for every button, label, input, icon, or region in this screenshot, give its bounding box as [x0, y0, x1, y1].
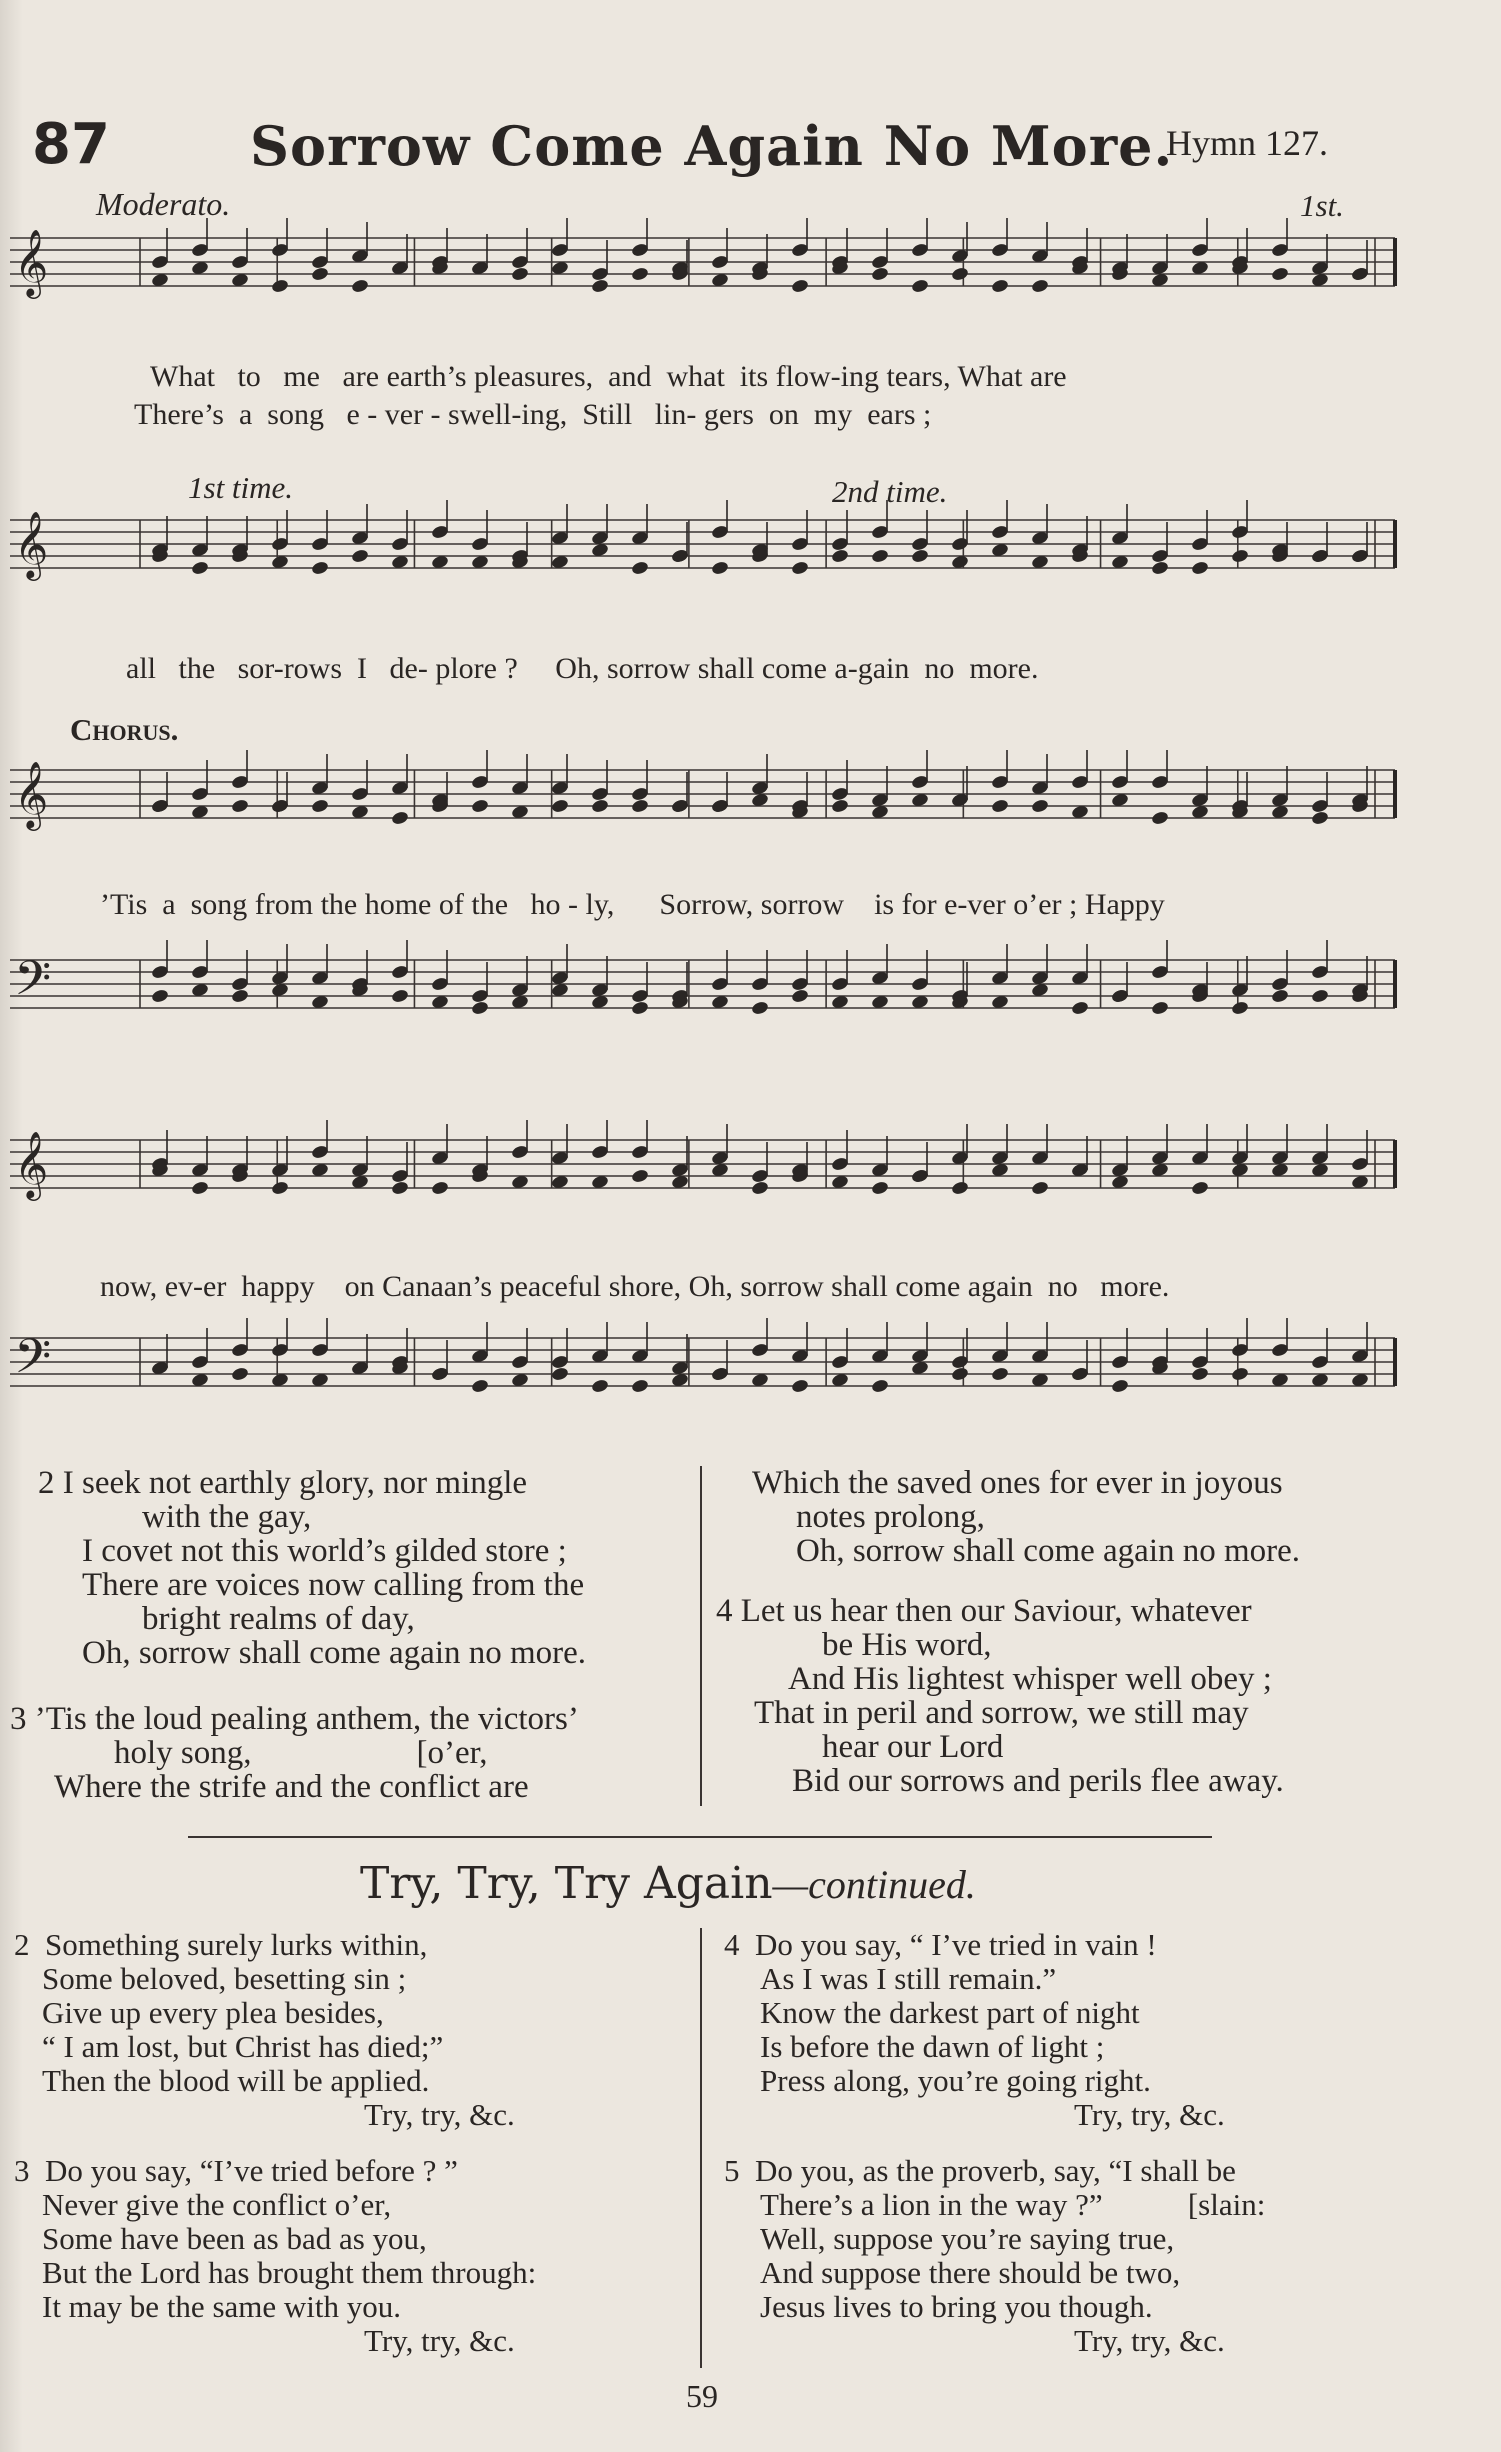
note-head: [1231, 548, 1250, 564]
note-head: [831, 798, 850, 814]
stanza-2-continued: [752, 1466, 1412, 1568]
note-head: [631, 1168, 650, 1184]
column-divider: [700, 1466, 702, 1806]
section-title-text: Try, Try, Try Again: [360, 1858, 773, 1909]
stanza-line: [10, 1702, 698, 1736]
note-head: [191, 560, 210, 576]
stanza-line: [14, 2154, 694, 2188]
hymn-header: [28, 108, 1468, 178]
note-head: [551, 798, 570, 814]
stanza-line: Then the blood will be applied.: [42, 2063, 430, 2098]
stanza-text: Do you say, “I’ve tried before ? ”: [45, 2153, 458, 2188]
stanza-text: Let us hear then our Saviour, whatever: [740, 1593, 1252, 1629]
note-head: [351, 278, 370, 294]
note-head: [391, 810, 410, 826]
note-head: [351, 548, 370, 564]
note-head: [1111, 1378, 1130, 1394]
stanza-line: It may be the same with you.: [42, 2289, 401, 2324]
stanza-line: Try, try, &c.: [364, 2097, 515, 2132]
stanza-line: Which the saved ones for ever in joyous: [752, 1465, 1283, 1501]
note-head: [1311, 810, 1330, 826]
first-time-marker: 1st time.: [188, 470, 294, 505]
clef-icon: 𝄞: [14, 228, 49, 296]
music-staff-system-1: [0, 218, 1501, 338]
note-head: [231, 798, 250, 814]
clef-icon: 𝄞: [14, 760, 49, 828]
stanza-text: Do you say, “ I’ve tried in vain !: [755, 1927, 1157, 1962]
note-head: [791, 278, 810, 294]
note-head: [591, 798, 610, 814]
stanza-line: That in peril and sorrow, we still may: [754, 1695, 1249, 1731]
note-head: [1191, 1180, 1210, 1196]
note-head: [631, 1000, 650, 1016]
lyrics-system-4: now, ev-er happy on Canaan’s peaceful shore, Oh, sorrow shall come again no more.: [100, 1270, 1170, 1303]
note-head: [751, 1000, 770, 1016]
note-head: [511, 266, 530, 282]
note-head: [991, 278, 1010, 294]
second-time-marker: 2nd time.: [832, 474, 948, 509]
note-head: [1031, 278, 1050, 294]
note-head: [1151, 1000, 1170, 1016]
section2-stanza-2: [14, 1928, 694, 2132]
stanza-line: But the Lord has brought them through:: [42, 2255, 537, 2290]
note-head: [911, 278, 930, 294]
stanza-line: Oh, sorrow shall come again no more.: [82, 1635, 587, 1671]
clef-icon: 𝄞: [14, 1130, 49, 1198]
note-head: [751, 1180, 770, 1196]
note-head: [711, 560, 730, 576]
note-head: [231, 988, 250, 1004]
note-head: [871, 1378, 890, 1394]
note-head: [631, 798, 650, 814]
stanza-number: 3: [14, 2153, 30, 2188]
note-head: [391, 1180, 410, 1196]
stanza-number: 2: [38, 1465, 55, 1501]
stanza-line: [14, 1928, 694, 1962]
section2-stanza-4: [724, 1928, 1414, 2132]
stanza-line: [716, 1594, 1406, 1628]
note-head: [871, 548, 890, 564]
stanza-text: ’Tis the loud pealing anthem, the victors’: [34, 1701, 579, 1737]
note-head: [271, 278, 290, 294]
note-head: [431, 1180, 450, 1196]
stanza-line: be His word,: [822, 1627, 992, 1663]
lyrics-system-3: ’Tis a song from the home of the ho - ly, Sorrow, sorrow is for e-ver o’er ; Happy: [100, 888, 1165, 921]
note-head: [911, 548, 930, 564]
stanza-line: Some beloved, besetting sin ;: [42, 1961, 407, 1996]
note-head: [1151, 810, 1170, 826]
stanza-3: [10, 1702, 698, 1804]
music-staff-system-4-treble: [0, 1120, 1501, 1240]
page-number: 59: [686, 2378, 718, 2414]
note-head: [471, 798, 490, 814]
note-head: [791, 988, 810, 1004]
stanza-line: Where the strife and the conflict are: [54, 1769, 529, 1805]
stanza-line: “ I am lost, but Christ has died;”: [42, 2029, 444, 2064]
note-head: [191, 1180, 210, 1196]
note-head: [1271, 988, 1290, 1004]
stanza-number: 4: [716, 1593, 733, 1629]
stanza-line: Know the darkest part of night: [760, 1995, 1140, 2030]
stanza-line: And His lightest whisper well obey ;: [788, 1661, 1272, 1697]
note-head: [791, 560, 810, 576]
stanza-text: Something surely lurks within,: [45, 1927, 428, 1962]
stanza-4: [716, 1594, 1406, 1798]
lyrics-system-2: all the sor-rows I de- plore ? Oh, sorrow shall come a-gain no more.: [126, 652, 1039, 685]
note-head: [991, 1366, 1010, 1382]
stanza-line: Try, try, &c.: [364, 2323, 515, 2358]
note-head: [871, 266, 890, 282]
stanza-number: 3: [10, 1701, 27, 1737]
note-head: [471, 1378, 490, 1394]
section-title-suffix: —continued.: [772, 1862, 976, 1907]
note-head: [1031, 798, 1050, 814]
stanza-number: 5: [724, 2153, 740, 2188]
stanza-2: [38, 1466, 698, 1670]
music-staff-system-3-treble: [0, 750, 1501, 870]
note-head: [1271, 266, 1290, 282]
lyrics-system-1-verse-2: There’s a song e - ver - swell-ing, Still lin- gers on my ears ;: [134, 398, 932, 431]
note-head: [1191, 560, 1210, 576]
note-head: [551, 1366, 570, 1382]
stanza-line: Bid our sorrows and perils flee away.: [792, 1763, 1284, 1799]
stanza-line: Give up every plea besides,: [42, 1995, 384, 2030]
note-head: [991, 798, 1010, 814]
note-head: [1231, 1366, 1250, 1382]
stanza-line: holy song, [o’er,: [114, 1735, 488, 1771]
note-head: [791, 1378, 810, 1394]
stanza-text: Do you, as the proverb, say, “I shall be: [755, 2153, 1236, 2188]
stanza-line: I covet not this world’s gilded store ;: [82, 1533, 567, 1569]
section2-stanza-5: [724, 2154, 1414, 2358]
stanza-line: There’s a lion in the way ?” [slain:: [760, 2187, 1266, 2222]
stanza-number: 4: [724, 1927, 740, 1962]
stanza-number: 2: [14, 1927, 30, 1962]
stanza-line: [724, 2154, 1414, 2188]
note-head: [231, 1366, 250, 1382]
note-head: [831, 548, 850, 564]
note-head: [951, 1366, 970, 1382]
note-head: [311, 560, 330, 576]
hymn-reference: Hymn 127.: [1166, 123, 1328, 163]
stanza-line: Some have been as bad as you,: [42, 2221, 427, 2256]
note-head: [631, 1378, 650, 1394]
note-head: [631, 560, 650, 576]
note-head: [1071, 1000, 1090, 1016]
clef-icon: 𝄢: [14, 950, 52, 1018]
note-head: [391, 988, 410, 1004]
stanza-line: As I was I still remain.”: [760, 1961, 1057, 1996]
note-head: [471, 1000, 490, 1016]
tempo-marking: Moderato.: [96, 186, 231, 222]
clef-icon: 𝄞: [14, 510, 49, 578]
section2-stanza-3: [14, 2154, 694, 2358]
note-head: [311, 266, 330, 282]
note-head: [591, 1378, 610, 1394]
chorus-label: Chorus.: [70, 712, 179, 747]
stanza-line: with the gay,: [142, 1499, 312, 1535]
hymn-title: Sorrow Come Again No More.: [250, 114, 1174, 178]
note-head: [631, 266, 650, 282]
note-head: [951, 1180, 970, 1196]
note-head: [311, 798, 330, 814]
first-ending-marker: 1st.: [1300, 188, 1344, 223]
music-staff-system-3-bass: [0, 940, 1501, 1060]
clef-icon: 𝄢: [14, 1328, 52, 1396]
hymn-number: 87: [32, 112, 110, 177]
section-divider: [188, 1836, 1212, 1838]
stanza-line: [38, 1466, 698, 1500]
stanza-line: Press along, you’re going right.: [760, 2063, 1151, 2098]
note-head: [1191, 1366, 1210, 1382]
note-head: [1031, 1180, 1050, 1196]
note-head: [151, 988, 170, 1004]
note-head: [1311, 988, 1330, 1004]
stanza-line: Well, suppose you’re saying true,: [760, 2221, 1175, 2256]
stanza-line: [724, 1928, 1414, 1962]
column-divider-2: [700, 1928, 702, 2368]
note-head: [951, 266, 970, 282]
stanza-line: Try, try, &c.: [1074, 2097, 1225, 2132]
note-head: [871, 1180, 890, 1196]
music-staff-system-4-bass: [0, 1318, 1501, 1438]
stanza-line: Jesus lives to bring you though.: [760, 2289, 1153, 2324]
stanza-line: Never give the conflict o’er,: [42, 2187, 392, 2222]
stanza-line: There are voices now calling from the: [82, 1567, 585, 1603]
stanza-text: I seek not earthly glory, nor mingle: [62, 1465, 528, 1501]
note-head: [271, 1180, 290, 1196]
stanza-line: bright realms of day,: [142, 1601, 415, 1637]
stanza-line: Oh, sorrow shall come again no more.: [796, 1533, 1301, 1569]
stanza-line: notes prolong,: [796, 1499, 985, 1535]
section-title: [360, 1858, 976, 1909]
note-head: [1151, 560, 1170, 576]
stanza-line: Is before the dawn of light ;: [760, 2029, 1105, 2064]
note-head: [591, 278, 610, 294]
stanza-line: hear our Lord: [822, 1729, 1004, 1765]
note-head: [1231, 1000, 1250, 1016]
music-staff-system-2: [0, 500, 1501, 620]
stanza-line: Try, try, &c.: [1074, 2323, 1225, 2358]
lyrics-system-1-verse-1: What to me are earth’s pleasures, and what its flow-ing tears, What are: [150, 360, 1067, 393]
stanza-line: And suppose there should be two,: [760, 2255, 1181, 2290]
